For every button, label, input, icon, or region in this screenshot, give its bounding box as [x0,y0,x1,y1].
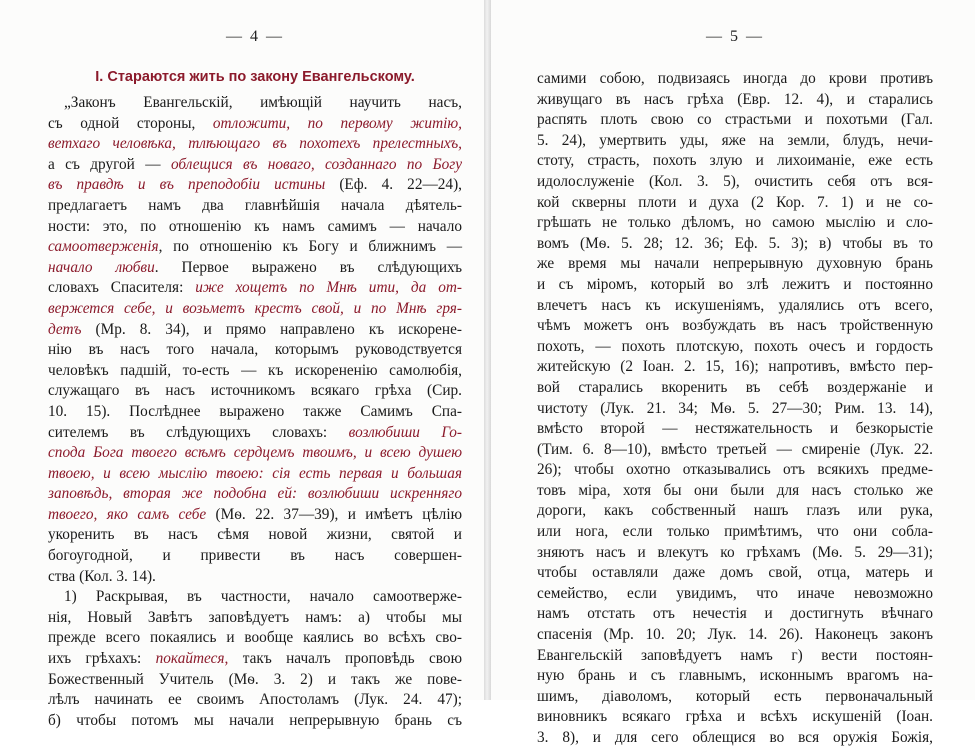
text-line [537,501,933,522]
text-line [48,237,462,258]
text-segment: лѣлъ начинать ее своимъ Апостоламъ (Лук. 24. 47); [48,691,462,709]
text-line [48,690,462,711]
scripture-quote: возлюбиши Го- [348,423,462,441]
text-line [537,296,933,317]
text-line [537,687,933,708]
text-line [537,481,933,502]
text-segment: чистоту (Лук. 21. 34; Мѳ. 5. 27—30; Рим. 13. 14), [537,399,933,417]
text-line [48,525,462,546]
text-line [537,234,933,255]
text-line [48,217,462,238]
text-segment: Евангельскій заповѣдуетъ намъ г) вести постоян- [537,646,933,664]
text-line [48,546,462,567]
text-line [48,608,462,629]
text-line [48,114,462,135]
text-segment: влечетъ насъ къ искушеніямъ, удалялись отъ всего, [537,296,933,314]
scripture-quote: спода Бога твоего всѣмъ сердцемъ твоимъ, и всею душею [48,444,462,462]
text-segment: и съ міромъ, который во злѣ лежитъ и постоянно [537,275,933,293]
text-segment: чѣмъ можетъ онъ возбуждать въ насъ тройственную [537,317,933,335]
text-segment: сителемъ въ слѣдующихъ словахъ: [48,423,349,441]
text-line [48,134,462,155]
text-line [537,563,933,584]
text-segment: дороги, какъ собственный нашъ глазъ или рука, [537,502,933,520]
scripture-quote: твоего, яко самъ себе [48,505,207,523]
text-line [48,320,462,341]
text-segment: распять плоть свою со страстьми и похотьми (Гал. [537,111,933,129]
text-line [48,155,462,176]
text-segment: же время мы начали непрерывную духовную брань [537,255,933,273]
text-line [537,728,933,749]
text-line [537,399,933,420]
text-segment: вой старались вкоренить въ себѣ воздержаніе и [537,378,933,396]
text-segment: товъ міра, хотя бы они были для насъ столько же [537,481,933,499]
right-page [491,0,975,746]
scripture-quote: детъ [48,320,82,338]
scripture-quote: въ правдѣ и въ преподобіи истины [48,176,326,194]
text-line [537,213,933,234]
scripture-quote: начало любви [48,258,155,276]
text-segment: (Мѳ. 22. 37—39), и имѣетъ цѣлію [206,505,462,523]
text-segment: 3. 8), и для сего облещися во вся оружія Божія, [537,729,933,746]
text-line [48,402,462,423]
text-line [537,522,933,543]
text-line [48,381,462,402]
text-segment: ности: это, по отношенію къ намъ самимъ — начало [48,217,462,235]
text-segment: или нога, если только примѣтимъ, что они собла- [537,523,933,541]
text-line [537,337,933,358]
text-segment: 10. 15). Послѣднее выражено также Самимъ Спа- [48,402,462,420]
scripture-quote: твоею, и всею мыслію твоею: сія есть первая и большая [48,464,462,482]
text-segment: намъ отстать отъ нечестія и достигнуть вѣчнаго [537,605,933,623]
text-line [537,90,933,111]
text-line [48,505,462,526]
text-segment: 1) Раскрывая, въ частности, начало самоотверже- [64,588,462,606]
text-segment: . Первое выражено въ слѣдующихъ [154,258,463,276]
text-segment: а съ другой — [48,155,171,173]
text-segment: виновникъ всякаго грѣха и всѣхъ искушеній (Іоан. [537,708,933,726]
scripture-quote: самоотверженія [48,238,159,256]
text-line [48,464,462,485]
text-segment: словахъ Спасителя: [48,279,196,297]
text-line [48,361,462,382]
text-line [537,666,933,687]
text-segment: (Мр. 8. 34), и прямо направлено къ искорене- [81,320,462,338]
text-line [537,646,933,667]
text-segment: ихъ грѣхахъ: [48,650,156,668]
page-number: — 4 — [226,28,284,45]
text-line [537,69,933,90]
text-line [537,110,933,131]
text-segment: предлагаетъ намъ два главнѣйшія начала дѣятель- [48,196,462,214]
text-segment: (Еф. 4. 22—24), [325,176,462,194]
text-line [537,440,933,461]
text-segment: ную брань и съ главнымъ, исконнымъ врагомъ на- [537,667,933,685]
text-line [537,419,933,440]
text-line [48,340,462,361]
text-line [537,625,933,646]
text-segment: , по отношенію къ Богу и ближнимъ — [158,238,462,256]
text-line [48,258,462,279]
text-segment: богоугодной, и привести въ насъ совершен- [48,547,462,565]
text-line [537,460,933,481]
scripture-quote: заповѣдь, вторая же подобна ей: возлюбиши искренняго [48,485,462,503]
text-line [48,423,462,444]
text-body [537,69,933,749]
text-segment: служащаго въ насъ источникомъ всякаго грѣха (Сир. [48,382,462,400]
text-line [48,670,462,691]
text-line [537,151,933,172]
text-line [48,443,462,464]
text-segment: прежде всего покаялись и вообще каялись во всѣхъ сво- [48,629,462,647]
text-segment: съ одной стороны, [48,114,213,132]
text-segment: Божественный Учитель (Мѳ. 3. 2) и такъ же пове- [48,670,462,688]
left-page [0,0,484,729]
text-line [48,711,462,732]
text-line [537,357,933,378]
scripture-quote: иже хощетъ по Мнѣ ити, да от- [195,279,462,297]
text-segment: похоть, — похоть плотскую, похоть очесъ и гордость [537,337,933,355]
text-line [537,378,933,399]
text-segment: семейство, если увидимъ, что иначе невозможно [537,584,933,602]
text-line [48,278,462,299]
section-heading: I. Стараются жить по закону Евангельскому. [95,69,415,85]
text-line [48,484,462,505]
text-segment: укоренить въ насъ сѣмя новой жизни, святой и [48,526,462,544]
text-segment: чтобы оставляли даже домъ свой, отца, матерь и [537,564,933,582]
text-line [537,131,933,152]
text-segment: такъ началъ проповѣдь свою [228,650,462,668]
text-line [48,628,462,649]
text-line [537,172,933,193]
text-line [537,543,933,564]
scripture-quote: вержется себе, и возьметъ крестъ свой, и по Мнѣ гря- [48,299,462,317]
text-line [537,275,933,296]
text-segment: идолослуженіе (Кол. 3. 5), очистить себя отъ вся- [537,172,933,190]
text-segment: ства (Кол. 3. 14). [48,567,156,585]
text-segment: нію въ насъ того начала, которымъ руководствуется [48,341,462,359]
text-line [48,175,462,196]
scripture-quote: ветхаго человѣка, тлѣющаго въ похотехъ прелестныхъ, [48,135,462,153]
text-segment: человѣкъ падшій, то-есть — къ искорененію самолюбія, [48,361,462,379]
text-segment: вомъ (Мѳ. 5. 28; 12. 36; Еф. 5. 3); в) чтобы въ то [537,234,933,252]
scripture-quote: отложити, по первому житію, [212,114,462,132]
text-body [48,93,462,731]
text-segment: кой скверны плоти и духа (2 Кор. 7. 1) и не со- [537,193,933,211]
text-line [537,584,933,605]
text-segment: житейскую (2 Іоан. 2. 15, 16); напротивъ, вмѣсто пер- [537,358,933,376]
text-line [537,316,933,337]
text-segment: стоту, страсть, похоть злую и лихоиманіе, еже есть [537,152,933,170]
text-segment: самими собою, подвизаясь иногда до крови противъ [537,70,933,87]
scripture-quote: покайтеся, [155,650,229,668]
text-line [537,707,933,728]
text-segment: нія, Новый Завѣтъ заповѣдуетъ намъ: а) чтобы мы [48,608,462,626]
text-line [48,587,462,608]
text-segment: зняютъ насъ и влекутъ ко грѣхамъ (Мѳ. 5. 29—31); [537,543,933,561]
text-segment: б) чтобы потомъ мы начали непрерывную брань съ [48,711,462,729]
text-line [48,649,462,670]
text-segment: спасенія (Мр. 10. 20; Лук. 14. 26). Наконецъ законъ [537,626,933,644]
text-line [48,567,462,588]
text-line [48,93,462,114]
text-segment: (Тим. 6. 8—10), вмѣсто третьей — смиреніе (Лук. 22. [537,440,933,458]
text-segment: живущаго въ насъ грѣха (Евр. 12. 4), и старались [537,90,933,108]
text-segment: 5. 24), умертвить уды, яже на земли, блудъ, нечи- [537,131,933,149]
text-segment: 26); чтобы охотно отказывались отъ всякихъ предме- [537,461,933,479]
text-line [537,254,933,275]
text-line [537,193,933,214]
text-segment: грѣшать не только дѣломъ, но самою мыслію и сло- [537,214,933,232]
scripture-quote: облещися въ новаго, созданнаго по Богу [170,155,462,173]
text-line [48,196,462,217]
text-segment: „Законъ Евангельскій, имѣющій научить насъ, [64,94,462,111]
text-line [537,604,933,625]
text-segment: вмѣсто второй — нестяжательность и безкорыстіе [537,420,933,438]
book-gutter [484,0,491,700]
text-segment: шимъ, діаволомъ, который есть первоначальный [537,687,933,705]
text-line [48,299,462,320]
page-number: — 5 — [706,28,764,45]
